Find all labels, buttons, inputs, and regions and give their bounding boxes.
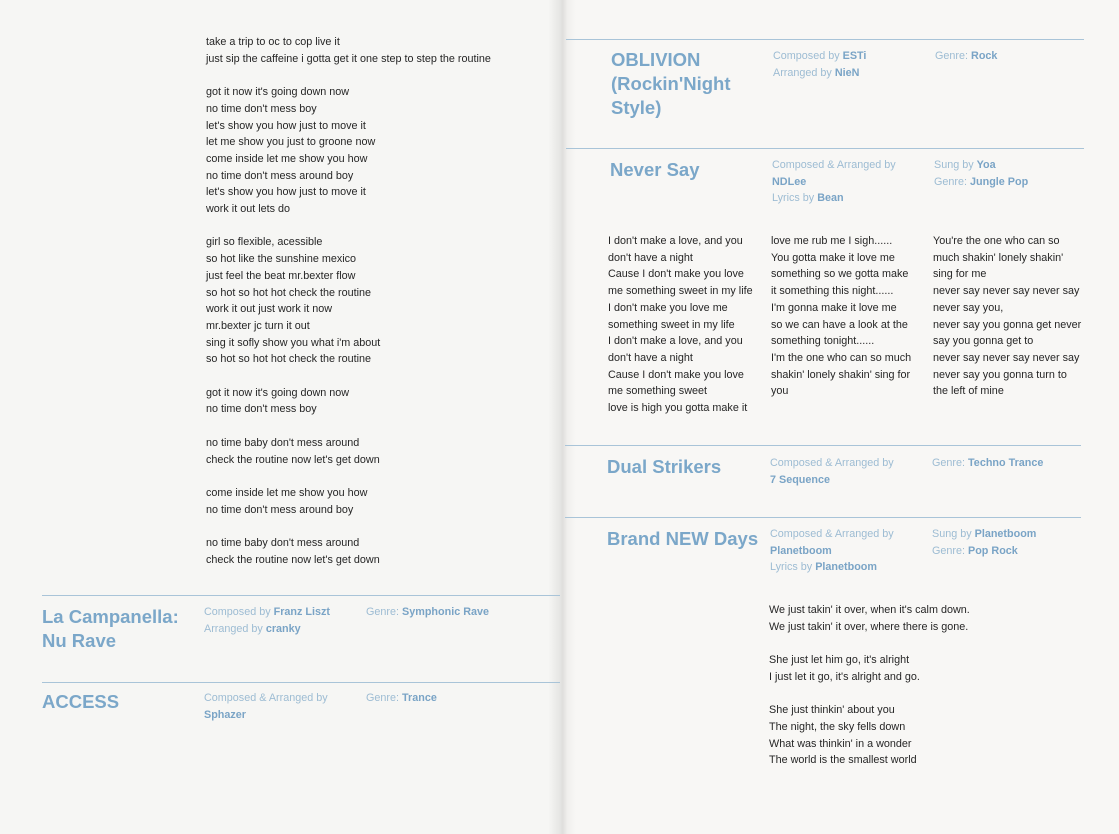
lyric-line: come inside let me show you how	[206, 486, 368, 499]
genre-dual-strikers: Genre: Techno Trance	[932, 457, 1044, 469]
lyric-line: The world is the smallest world	[769, 754, 917, 767]
lyric-line: never say you gonna get never	[933, 318, 1082, 331]
lyric-line: check the routine now let's get down	[206, 553, 380, 566]
lyric-line: shakin' lonely shakin' sing for	[771, 368, 911, 381]
lyric-line: I just let it go, it's alright and go.	[769, 670, 920, 683]
lyric-line: never say you gonna turn to	[933, 368, 1067, 381]
lyric-line: never say never say never say	[933, 351, 1080, 364]
lyric-line: check the routine now let's get down	[206, 453, 380, 466]
lyric-line: so hot so hot hot check the routine	[206, 353, 372, 366]
lyric-stanza	[206, 84, 491, 218]
lyric-line: I'm the one who can so much	[771, 351, 912, 364]
lyric-line: let's show you how just to move it	[206, 186, 366, 199]
lyric-stanza	[769, 652, 970, 685]
lyric-stanza	[206, 34, 491, 67]
lyric-line: come inside let me show you how	[206, 152, 368, 165]
book-gutter	[548, 0, 576, 834]
lyric-line: never say never say never say	[933, 285, 1080, 298]
lyric-line: Cause I don't make you love	[608, 268, 744, 281]
lyric-line: The night, the sky fells down	[769, 720, 906, 733]
lyric-line: let's show you how just to move it	[206, 119, 366, 132]
lyric-stanza	[206, 435, 491, 468]
lyric-line: got it now it's going down now	[206, 86, 350, 99]
lyric-line: I don't make a love, and you	[608, 335, 743, 348]
song-title-access: ACCESS	[42, 691, 120, 712]
lyric-line: so hot like the sunshine mexico	[206, 253, 357, 266]
section-divider	[566, 148, 1084, 149]
song-title-dual-strikers: Dual Strikers	[607, 456, 722, 477]
lyric-line: me something sweet	[608, 385, 708, 398]
lyric-line: mr.bexter jc turn it out	[206, 319, 310, 332]
lyric-line: no time baby don't mess around	[206, 537, 360, 549]
credits-never-say: Composed & Arranged by NDLee Lyrics by Bean	[772, 159, 896, 205]
lyric-line: let me show you just to groone now	[206, 136, 376, 149]
lyric-line: She just thinkin' about you	[769, 704, 895, 717]
lyric-stanza	[769, 602, 970, 635]
lyric-line: sing it sofly show you what i'm about	[206, 336, 381, 349]
lyric-line: so hot so hot hot check the routine	[206, 286, 372, 299]
lyric-line: You're the one who can so	[933, 235, 1060, 247]
lyric-line: She just let him go, it's alright	[769, 654, 910, 667]
lyric-line: don't have a night	[608, 251, 693, 264]
never-say-lyrics-column-1	[608, 233, 753, 417]
lyric-line: work it out lets do	[206, 203, 291, 216]
lyric-line: love me rub me I sigh......	[771, 235, 893, 247]
lyric-line: say you gonna get to	[933, 335, 1034, 348]
lyric-stanza	[769, 702, 970, 769]
lyric-line: just feel the beat mr.bexter flow	[206, 269, 356, 282]
section-divider	[566, 39, 1084, 40]
song-title-oblivion: OBLIVION (Rockin'Night Style)	[611, 49, 731, 118]
left-lyrics-block	[206, 34, 491, 568]
lyric-line: You gotta make it love me	[771, 251, 895, 264]
lyric-line: sing for me	[933, 268, 987, 281]
song-title-never-say: Never Say	[610, 159, 700, 180]
credits-oblivion: Composed by ESTi Arranged by NieN	[773, 50, 867, 79]
lyric-line: it something this night......	[771, 285, 894, 298]
lyric-line: love is high you gotta make it	[608, 402, 748, 415]
lyric-line: just sip the caffeine i gotta get it one step to step the routine	[206, 52, 491, 65]
lyric-line: no time don't mess boy	[206, 102, 317, 115]
lyric-line: you	[771, 385, 789, 398]
lyric-line: don't have a night	[608, 351, 693, 364]
credits-dual-strikers: Composed & Arranged by 7 Sequence	[770, 457, 894, 486]
performer-never-say: Sung by Yoa Genre: Jungle Pop	[934, 159, 1029, 188]
brand-new-days-lyrics	[769, 602, 970, 769]
lyric-line: I don't make a love, and you	[608, 235, 743, 247]
section-divider	[565, 445, 1081, 446]
lyric-stanza	[206, 234, 491, 368]
lyric-line: What was thinkin' in a wonder	[769, 737, 912, 750]
song-title-la-campanella: La Campanella: Nu Rave	[42, 606, 179, 651]
song-title-brand-new-days: Brand NEW Days	[607, 528, 759, 549]
lyric-line: much shakin' lonely shakin'	[933, 251, 1064, 264]
lyric-line: girl so flexible, acessible	[206, 236, 323, 249]
lyric-line: never say you,	[933, 301, 1004, 314]
genre-access: Genre: Trance	[366, 692, 437, 704]
genre-la-campanella: Genre: Symphonic Rave	[366, 606, 490, 618]
lyric-line: no time don't mess around boy	[206, 503, 354, 516]
credits-la-campanella: Composed by Franz Liszt Arranged by cranky	[204, 606, 331, 635]
lyric-line: take a trip to oc to cop live it	[206, 36, 340, 48]
credits-brand-new-days: Composed & Arranged by Planetboom Lyrics by Planetboom	[770, 528, 894, 574]
lyric-line: something tonight......	[771, 335, 875, 348]
lyric-line: Cause I don't make you love	[608, 368, 744, 381]
lyric-line: We just takin' it over, where there is gone.	[769, 620, 969, 633]
lyric-line: no time don't mess around boy	[206, 169, 354, 182]
lyric-line: work it out just work it now	[206, 303, 333, 316]
lyric-line: no time baby don't mess around	[206, 436, 360, 449]
lyric-stanza	[206, 385, 491, 418]
lyric-line: something sweet in my life	[608, 318, 735, 331]
lyric-stanza	[206, 485, 491, 518]
lyric-stanza	[206, 535, 491, 568]
lyric-line: got it now it's going down now	[206, 386, 350, 399]
credits-access: Composed & Arranged by Sphazer	[204, 692, 328, 721]
genre-oblivion: Genre: Rock	[935, 50, 998, 62]
lyric-line: I don't make you love me	[608, 301, 728, 314]
lyric-line: something so we gotta make	[771, 268, 909, 281]
lyric-line: no time don't mess boy	[206, 403, 317, 416]
never-say-lyrics-column-2	[771, 233, 911, 400]
lyric-line: the left of mine	[933, 385, 1004, 398]
lyric-line: so we can have a look at the	[771, 318, 908, 331]
section-divider	[565, 517, 1081, 518]
section-divider	[42, 682, 560, 683]
lyric-line: We just takin' it over, when it's calm down.	[769, 604, 970, 616]
lyric-line: I'm gonna make it love me	[771, 301, 897, 314]
section-divider	[42, 595, 560, 596]
performer-brand-new-days: Sung by Planetboom Genre: Pop Rock	[932, 528, 1037, 557]
lyric-line: me something sweet in my life	[608, 285, 753, 298]
never-say-lyrics-column-3	[933, 233, 1081, 400]
